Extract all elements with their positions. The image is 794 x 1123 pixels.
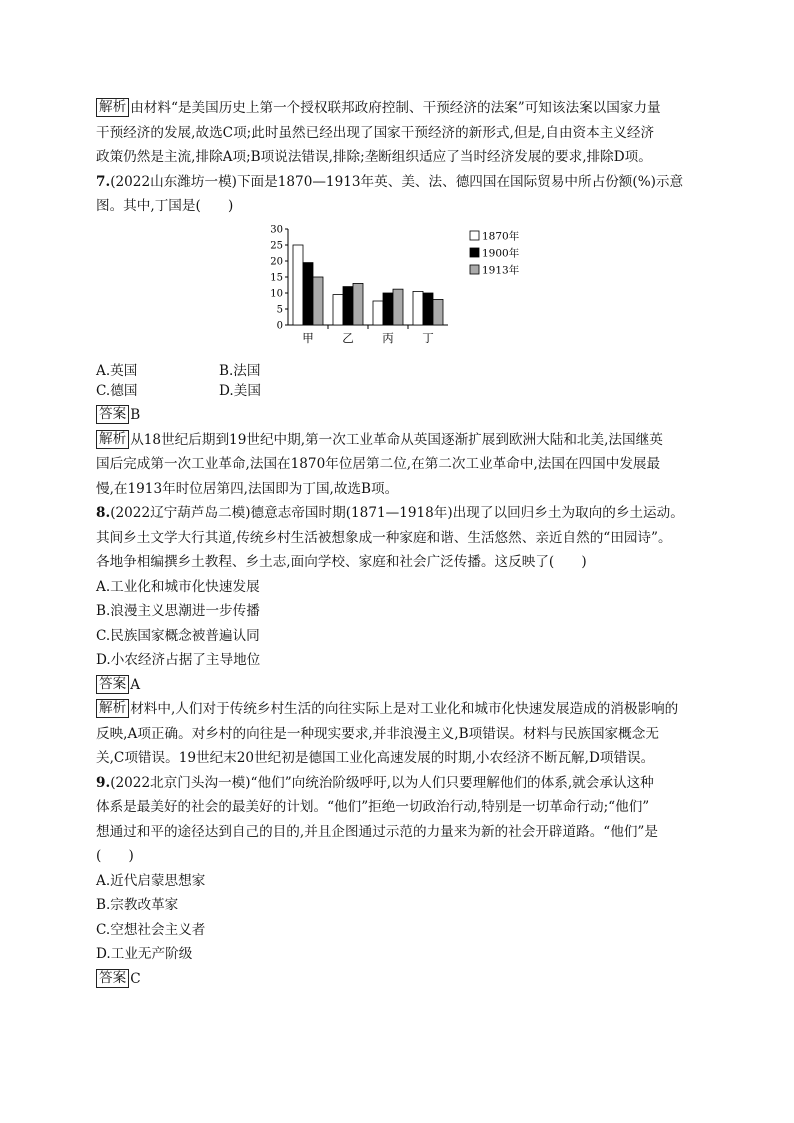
analysis-text: 国后完成第一次工业革命,法国在1870年位居第二位,在第二次工业革命中,法国在四国中发展最 xyxy=(96,456,661,472)
question-stem: 想通过和平的途径达到自己的目的,并且企图通过示范的力量来为新的社会开辟道路。“他们”是 xyxy=(96,823,658,840)
option-a[interactable]: A.近代启蒙思想家 xyxy=(96,872,206,889)
bar xyxy=(353,283,363,325)
y-tick-label: 25 xyxy=(270,240,283,251)
analysis-text: 慢,在1913年时位居第四,法国即为丁国,故选B项。 xyxy=(96,480,399,497)
bar xyxy=(303,262,313,324)
bar xyxy=(373,301,383,325)
question-stem: 图。其中,丁国是( ) xyxy=(96,198,234,214)
question-stem: (2022北京门头沟一模)“他们”向统治阶级呼吁,以为人们只要理解他们的体系,就会承认这种 xyxy=(110,774,654,791)
option-b[interactable]: B.宗教改革家 xyxy=(96,897,179,913)
bar xyxy=(333,294,343,324)
question-8 xyxy=(96,501,706,771)
option-b[interactable]: B.法国 xyxy=(219,362,261,379)
y-tick-label: 20 xyxy=(270,256,283,267)
bar xyxy=(313,277,323,325)
legend-label: 1913年 xyxy=(482,264,520,276)
analysis-text: 从18世纪后期到19世纪中期,第一次工业革命从英国逐渐扩展到欧洲大陆和北美,法国继英 xyxy=(130,431,663,448)
analysis-tag: 解析 xyxy=(96,98,129,117)
x-category-label: 丁 xyxy=(422,330,434,345)
option-a[interactable]: A.英国 xyxy=(96,362,138,379)
document-page xyxy=(96,96,706,991)
option-c[interactable]: C.民族国家概念被普遍认同 xyxy=(96,627,260,644)
y-tick-label: 10 xyxy=(270,288,283,299)
answer-value: B xyxy=(130,407,141,423)
y-tick-label: 0 xyxy=(276,320,283,331)
legend-swatch xyxy=(470,265,479,274)
bar xyxy=(393,289,403,325)
answer-tag: 答案 xyxy=(96,675,129,694)
question-stem: 其间乡土文学大行其道,传统乡村生活被想象成一种家庭和谐、生活悠然、亲近自然的“田园诗”。 xyxy=(96,529,672,546)
answer-value: A xyxy=(130,676,141,693)
answer-line xyxy=(96,673,706,698)
answer-tag: 答案 xyxy=(96,405,129,424)
bar xyxy=(383,293,393,325)
analysis-text: 干预经济的发展,故选C项;此时虽然已经出现了国家干预经济的新形式,但是,自由资本主义经济 xyxy=(96,124,655,141)
analysis-text: 由材料“是美国历史上第一个授权联邦政府控制、干预经济的法案”可知该法案以国家力量 xyxy=(130,100,661,116)
analysis-text: 反映,A项正确。对乡村的向往是一种现实要求,并非浪漫主义,B项错误。材料与民族国家概念无 xyxy=(96,725,659,742)
option-c[interactable]: C.空想社会主义者 xyxy=(96,921,206,938)
option-a[interactable]: A.工业化和城市化快速发展 xyxy=(96,578,260,595)
question-stem: 体系是最美好的社会的最美好的计划。“他们”拒绝一切政治行动,特别是一切革命行动;“他们” xyxy=(96,799,650,815)
y-tick-label: 30 xyxy=(270,224,283,235)
bar xyxy=(423,293,433,325)
answer-value: C xyxy=(130,970,141,987)
question-stem: 各地争相编撰乡土教程、乡土志,面向学校、家庭和社会广泛传播。这反映了( ) xyxy=(96,554,587,570)
q6-analysis xyxy=(96,96,706,170)
y-tick-label: 5 xyxy=(276,304,283,315)
legend-label: 1900年 xyxy=(482,247,520,259)
analysis-tag: 解析 xyxy=(96,699,129,718)
question-number: 8. xyxy=(96,505,111,521)
y-tick-label: 15 xyxy=(270,272,283,283)
legend-label: 1870年 xyxy=(482,230,520,242)
analysis-text: 材料中,人们对于传统乡村生活的向往实际上是对工业化和城市化快速发展造成的消极影响的 xyxy=(130,701,679,717)
analysis-text: 关,C项错误。19世纪末20世纪初是德国工业化高速发展的时期,小农经济不断瓦解,D项错误。 xyxy=(96,750,655,766)
analysis-tag: 解析 xyxy=(96,430,129,449)
question-stem: (2022辽宁葫芦岛二模)德意志帝国时期(1871—1918年)出现了以回归乡土为取向的乡土运动。 xyxy=(110,505,684,521)
option-d[interactable]: D.美国 xyxy=(219,382,261,399)
legend-swatch xyxy=(470,248,479,257)
question-number: 7. xyxy=(96,173,111,190)
bar xyxy=(433,299,443,325)
legend-swatch xyxy=(470,231,479,240)
bar-chart-svg xyxy=(266,223,566,351)
option-d[interactable]: D.小农经济占据了主导地位 xyxy=(96,652,261,668)
analysis-text: 政策仍然是主流,排除A项;B项说法错误,排除;垄断组织适应了当时经济发展的要求,排除D项。 xyxy=(96,149,652,165)
trade-share-chart xyxy=(96,223,706,351)
answer-tag: 答案 xyxy=(96,969,129,988)
bar xyxy=(293,245,303,325)
answer-line xyxy=(96,403,706,428)
question-9 xyxy=(96,771,706,992)
question-stem: ( ) xyxy=(96,848,134,864)
bar xyxy=(413,291,423,325)
option-d[interactable]: D.工业无产阶级 xyxy=(96,946,193,962)
option-c[interactable]: C.德国 xyxy=(96,382,138,399)
answer-line xyxy=(96,967,706,992)
question-7 xyxy=(96,170,706,502)
x-category-label: 甲 xyxy=(302,330,314,345)
x-category-label: 乙 xyxy=(342,330,354,345)
bar xyxy=(343,286,353,324)
question-stem: (2022山东潍坊一模)下面是1870—1913年英、美、法、德四国在国际贸易中所占份额(%)示意 xyxy=(110,173,684,190)
question-number: 9. xyxy=(96,774,111,791)
x-category-label: 丙 xyxy=(382,330,394,345)
option-b[interactable]: B.浪漫主义思潮进一步传播 xyxy=(96,603,260,619)
